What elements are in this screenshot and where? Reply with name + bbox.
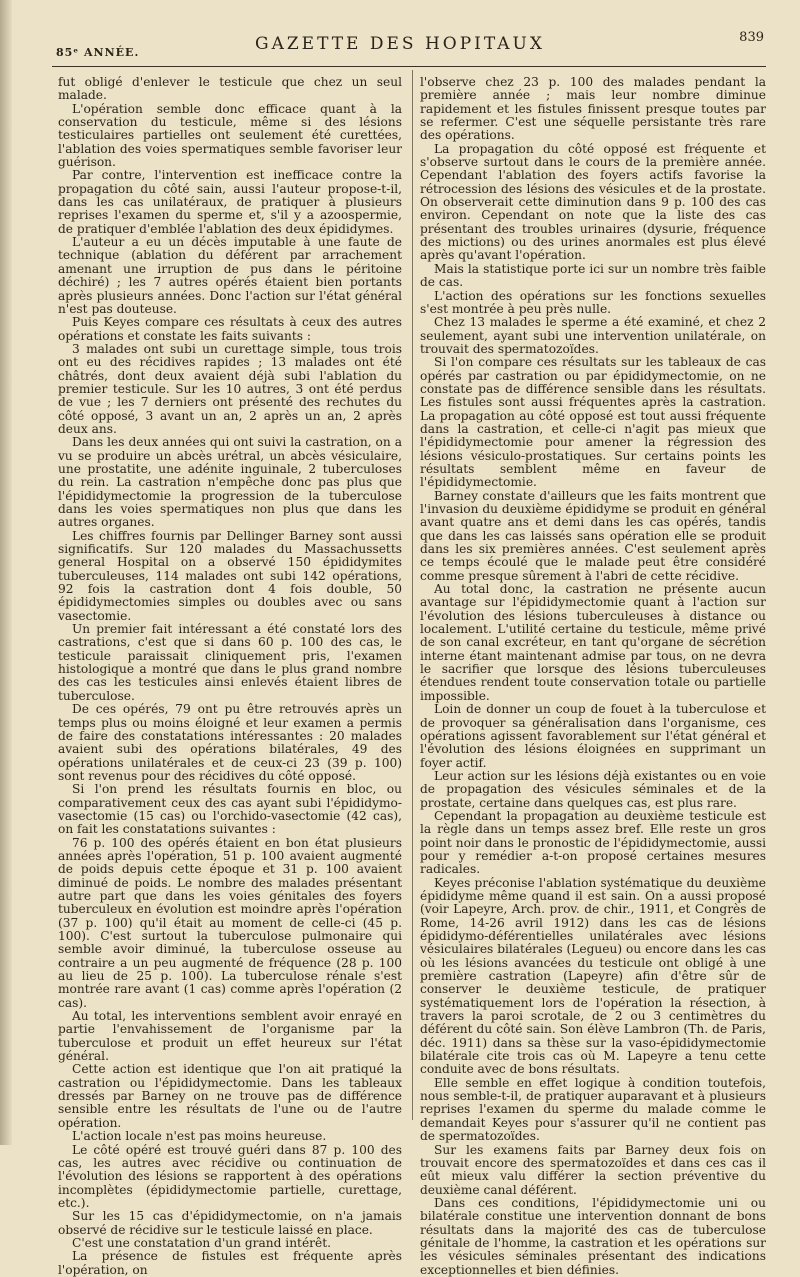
paragraph: Le côté opéré est trouvé guéri dans 87 p. 100 des cas, les autres avec récidive ou continuation de l'évolution des lésions se rapportent à des opérations incomplètes (épididymectomie partielle, curettage, etc.). bbox=[58, 1142, 402, 1210]
paragraph: Loin de donner un coup de fouet à la tuberculose et de provoquer sa généralisation dans l'organisme, ces opérations agissent favorablement sur l'état général et l'évolution des lésions éloignées en supprimant un foyer actif. bbox=[420, 702, 766, 770]
page-number: 839 bbox=[739, 30, 764, 45]
paragraph: Mais la statistique porte ici sur un nombre très faible de cas. bbox=[420, 261, 766, 290]
paragraph: Keyes préconise l'ablation systématique du deuxième épididyme même quand il est sain. On a aussi proposé (voir Lapeyre, Arch. prov. de chir., 1911, et Congrès de Rome, 14-26 avril 1912) dans les cas de lésions épididymo-déférentielles unilatérales avec lésions vésiculaires bilatérales (Legueu) ou encore dans les cas où les lésions avancées du testicule ont obligé à une première castration (Lapeyre) afin d'être sûr de conserver le deuxième testicule, de pratiquer systématiquement lors de l'opération la résection, à travers la paroi scrotale, de 2 ou 3 centimètres du déférent du côté sain. Son élève Lambron (Th. de Paris, déc. 1911) dans sa thèse sur la vaso-épididymectomie bilatérale cite trois cas où M. Lapeyre a tenu cette conduite avec de bons résultats. bbox=[420, 875, 766, 1077]
paragraph: Par contre, l'intervention est inefficace contre la propagation du côté sain, aussi l'auteur propose-t-il, dans les cas unilatéraux, de pratiquer à plusieurs reprises l'examen du sperme et, s'il y a azoospermie, de pratiquer d'emblée l'ablation des deux épididymes. bbox=[58, 168, 402, 236]
edition-label: 85ᵉ ANNÉE. bbox=[56, 46, 140, 59]
paragraph: Cependant la propagation au deuxième testicule est la règle dans un temps assez bref. Elle reste un gros point noir dans le pronostic de l'épididymectomie, aussi pour y remédier a-t-on proposé certaines mesures radicales. bbox=[420, 808, 766, 877]
paragraph: La présence de fistules est fréquente après l'opération, on bbox=[58, 1249, 402, 1277]
paragraph: L'opération semble donc efficace quant à la conservation du testicule, même si des lésions testiculaires partielles ont seulement été curettées, l'ablation des voies spermatiques semble favoriser leur guérison. bbox=[58, 101, 402, 170]
paragraph: l'observe chez 23 p. 100 des malades pendant la première année ; mais leur nombre diminue rapidement et les fistules finissent presque toutes par se refermer. C'est une séquelle persistante très rare des opérations. bbox=[420, 75, 766, 143]
paragraph: C'est une constatation d'un grand intérêt. bbox=[72, 1235, 331, 1250]
paragraph: Si l'on compare ces résultats sur les tableaux de cas opérés par castration ou par épididymectomie, on ne constate pas de différence sensible dans les résultats. Les fistules sont aussi fréquentes après la castration. La propagation au côté opposé est tout aussi fréquente dans la castration, et celle-ci n'agit pas mieux que l'épididymectomie pour amener la régression des lésions vésiculo-prostatiques. Sur certains points les résultats semblent même en faveur de l'épididymectomie. bbox=[420, 355, 766, 490]
paragraph: Au total donc, la castration ne présente aucun avantage sur l'épididymectomie quant à l'action sur l'évolution des lésions tuberculeuses à distance ou localement. L'utilité certaine du testicule, même privé de son canal excréteur, en tant qu'organe de sécrétion interne étant maintenant admise par tous, on ne devra le sacrifier que lorsque des lésions tuberculeuses étendues rendent toute conservation totale ou partielle impossible. bbox=[420, 582, 766, 703]
paragraph: Au total, les interventions semblent avoir enrayé en partie l'envahissement de l'organisme par la tuberculose et produit un effet heureux sur l'état général. bbox=[58, 1009, 402, 1064]
column-divider bbox=[412, 70, 413, 1120]
paragraph: Elle semble en effet logique à condition toutefois, nous semble-t-il, de pratiquer auparavant et à plusieurs reprises l'examen du sperme du malade comme le demandait Keyes pour s'assurer qu'il ne contient pas de spermatozoïdes. bbox=[420, 1075, 766, 1144]
journal-title: GAZETTE DES HOPITAUX bbox=[254, 34, 545, 54]
paragraph: Dans les deux années qui ont suivi la castration, on a vu se produire un abcès urétral, un abcès vésiculaire, une prostatite, une adénite inguinale, 2 tuberculoses du rein. La castration n'empêche donc pas plus que l'épididymectomie la progression de la tuberculose dans les voies spermatiques non plus que dans les autres organes. bbox=[58, 435, 402, 530]
paragraph: Cette action est identique que l'on ait pratiqué la castration ou l'épididymectomie. Dans les tableaux dressés par Barney on ne trouve pas de différence sensible entre les résultats de l'une ou de l'autre opération. bbox=[58, 1062, 402, 1130]
paragraph: Si l'on prend les résultats fournis en bloc, ou comparativement ceux des cas ayant subi l'épididymo-vasectomie (15 cas) ou l'orchido-vasectomie (42 cas), on fait les constatations suivantes : bbox=[58, 782, 402, 837]
left-column bbox=[58, 76, 402, 1277]
paragraph: L'action locale n'est pas moins heureuse. bbox=[72, 1129, 327, 1144]
page-header bbox=[0, 0, 800, 70]
paragraph: Un premier fait intéressant a été constaté lors des castrations, c'est que si dans 60 p. 100 des cas, le testicule paraissait cliniquement pris, l'examen histologique a montré que dans le plus grand nombre des cas les testicules ainsi enlevés étaient libres de tuberculose. bbox=[58, 622, 402, 703]
paragraph: 76 p. 100 des opérés étaient en bon état plusieurs années après l'opération, 51 p. 100 avaient augmenté de poids depuis cette époque et 31 p. 100 avaient diminué de poids. Le nombre des malades présentant autre part que dans les voies génitales des foyers tuberculeux en évolution est moindre après l'opération (37 p. 100) qu'il était au moment de celle-ci (45 p. 100). C'est surtout la tuberculose pulmonaire qui semble avoir diminué, la tuberculose osseuse au contraire a un peu augmenté de fréquence (28 p. 100 au lieu de 25 p. 100). La tuberculose rénale s'est montrée rare avant (1 cas) comme après l'opération (2 cas). bbox=[58, 835, 402, 1010]
paragraph: Leur action sur les lésions déjà existantes ou en voie de propagation des vésicules séminales et de la prostate, certaine dans quelques cas, est plus rare. bbox=[420, 768, 766, 810]
paragraph: Puis Keyes compare ces résultats à ceux des autres opérations et constate les faits suivants : bbox=[58, 315, 402, 343]
paragraph: Sur les examens faits par Barney deux fois on trouvait encore des spermatozoïdes et dans ces cas il eût mieux valu différer la section préventive du deuxième canal déférent. bbox=[420, 1142, 766, 1197]
paragraph: Dans ces conditions, l'épididymectomie uni ou bilatérale constitue une intervention donnant de bons résultats dans la majorité des cas de tuberculose génitale de l'homme, la castration et les opérations sur les vésicules séminales présentant des indications exceptionnelles et bien définies. bbox=[420, 1195, 766, 1277]
paragraph: La propagation du côté opposé est fréquente et s'observe surtout dans le cours de la première année. Cependant l'ablation des foyers actifs favorise la rétrocession des lésions des vésicules et de la prostate. On observerait cette diminution dans 9 p. 100 des cas environ. Cependant on note que la liste des cas présentant des troubles urinaires (dysurie, fréquence des mictions) ou des urines anormales est plus élevé après qu'avant l'opération. bbox=[420, 141, 766, 263]
paragraph: Sur les 15 cas d'épididymectomie, on n'a jamais observé de récidive sur le testicule laissé en place. bbox=[58, 1209, 402, 1237]
paragraph: 3 malades ont subi un curettage simple, tous trois ont eu des récidives rapides ; 13 malades ont été châtrés, dont deux avaient déjà subi l'ablation du premier testicule. Sur les 10 autres, 3 ont été perdus de vue ; les 7 derniers ont présenté des rechutes du côté opposé, 3 avant un an, 2 après un an, 2 après deux ans. bbox=[58, 341, 402, 436]
paragraph: Barney constate d'ailleurs que les faits montrent que l'invasion du deuxième épididyme se produit en général avant quatre ans et demi dans les cas opérés, tandis que dans les cas laissés sans opération elle se produit dans les six premières années. C'est seulement après ce temps écoulé que le malade peut être considéré comme presque sûrement à l'abri de cette récidive. bbox=[420, 488, 766, 583]
paragraph: De ces opérés, 79 ont pu être retrouvés après un temps plus ou moins éloigné et leur examen a permis de faire des constatations intéressantes : 20 malades avaient subi des opérations bilatérales, 49 des opérations unilatérales et de ceux-ci 23 (39 p. 100) sont revenus pour des récidives du côté opposé. bbox=[58, 702, 402, 783]
header-rule bbox=[52, 66, 766, 67]
paragraph: Les chiffres fournis par Dellinger Barney sont aussi significatifs. Sur 120 malades du Massachussetts general Hospital on a observé 150 épididymites tuberculeuses, 114 malades ont subi 142 opérations, 92 fois la castration dont 4 fois double, 50 épididymectomies simples ou doubles avec ou sans vasectomie. bbox=[58, 528, 402, 623]
paragraph: fut obligé d'enlever le testicule que chez un seul malade. bbox=[58, 75, 402, 103]
paragraph: L'action des opérations sur les fonctions sexuelles s'est montrée à peu près nulle. bbox=[420, 288, 766, 316]
paragraph: Chez 13 malades le sperme a été examiné, et chez 2 seulement, ayant subi une intervention unilatérale, on trouvait des spermatozoïdes. bbox=[420, 315, 766, 356]
paragraph: L'auteur a eu un décès imputable à une faute de technique (ablation du déférent par arrachement amenant une irruption de pus dans le péritoine déchiré) ; les 7 autres opérés étaient bien portants après plusieurs années. Donc l'action sur l'état général n'est pas douteuse. bbox=[58, 235, 402, 316]
right-column bbox=[420, 76, 766, 1277]
page-binding-edge bbox=[0, 0, 12, 1145]
